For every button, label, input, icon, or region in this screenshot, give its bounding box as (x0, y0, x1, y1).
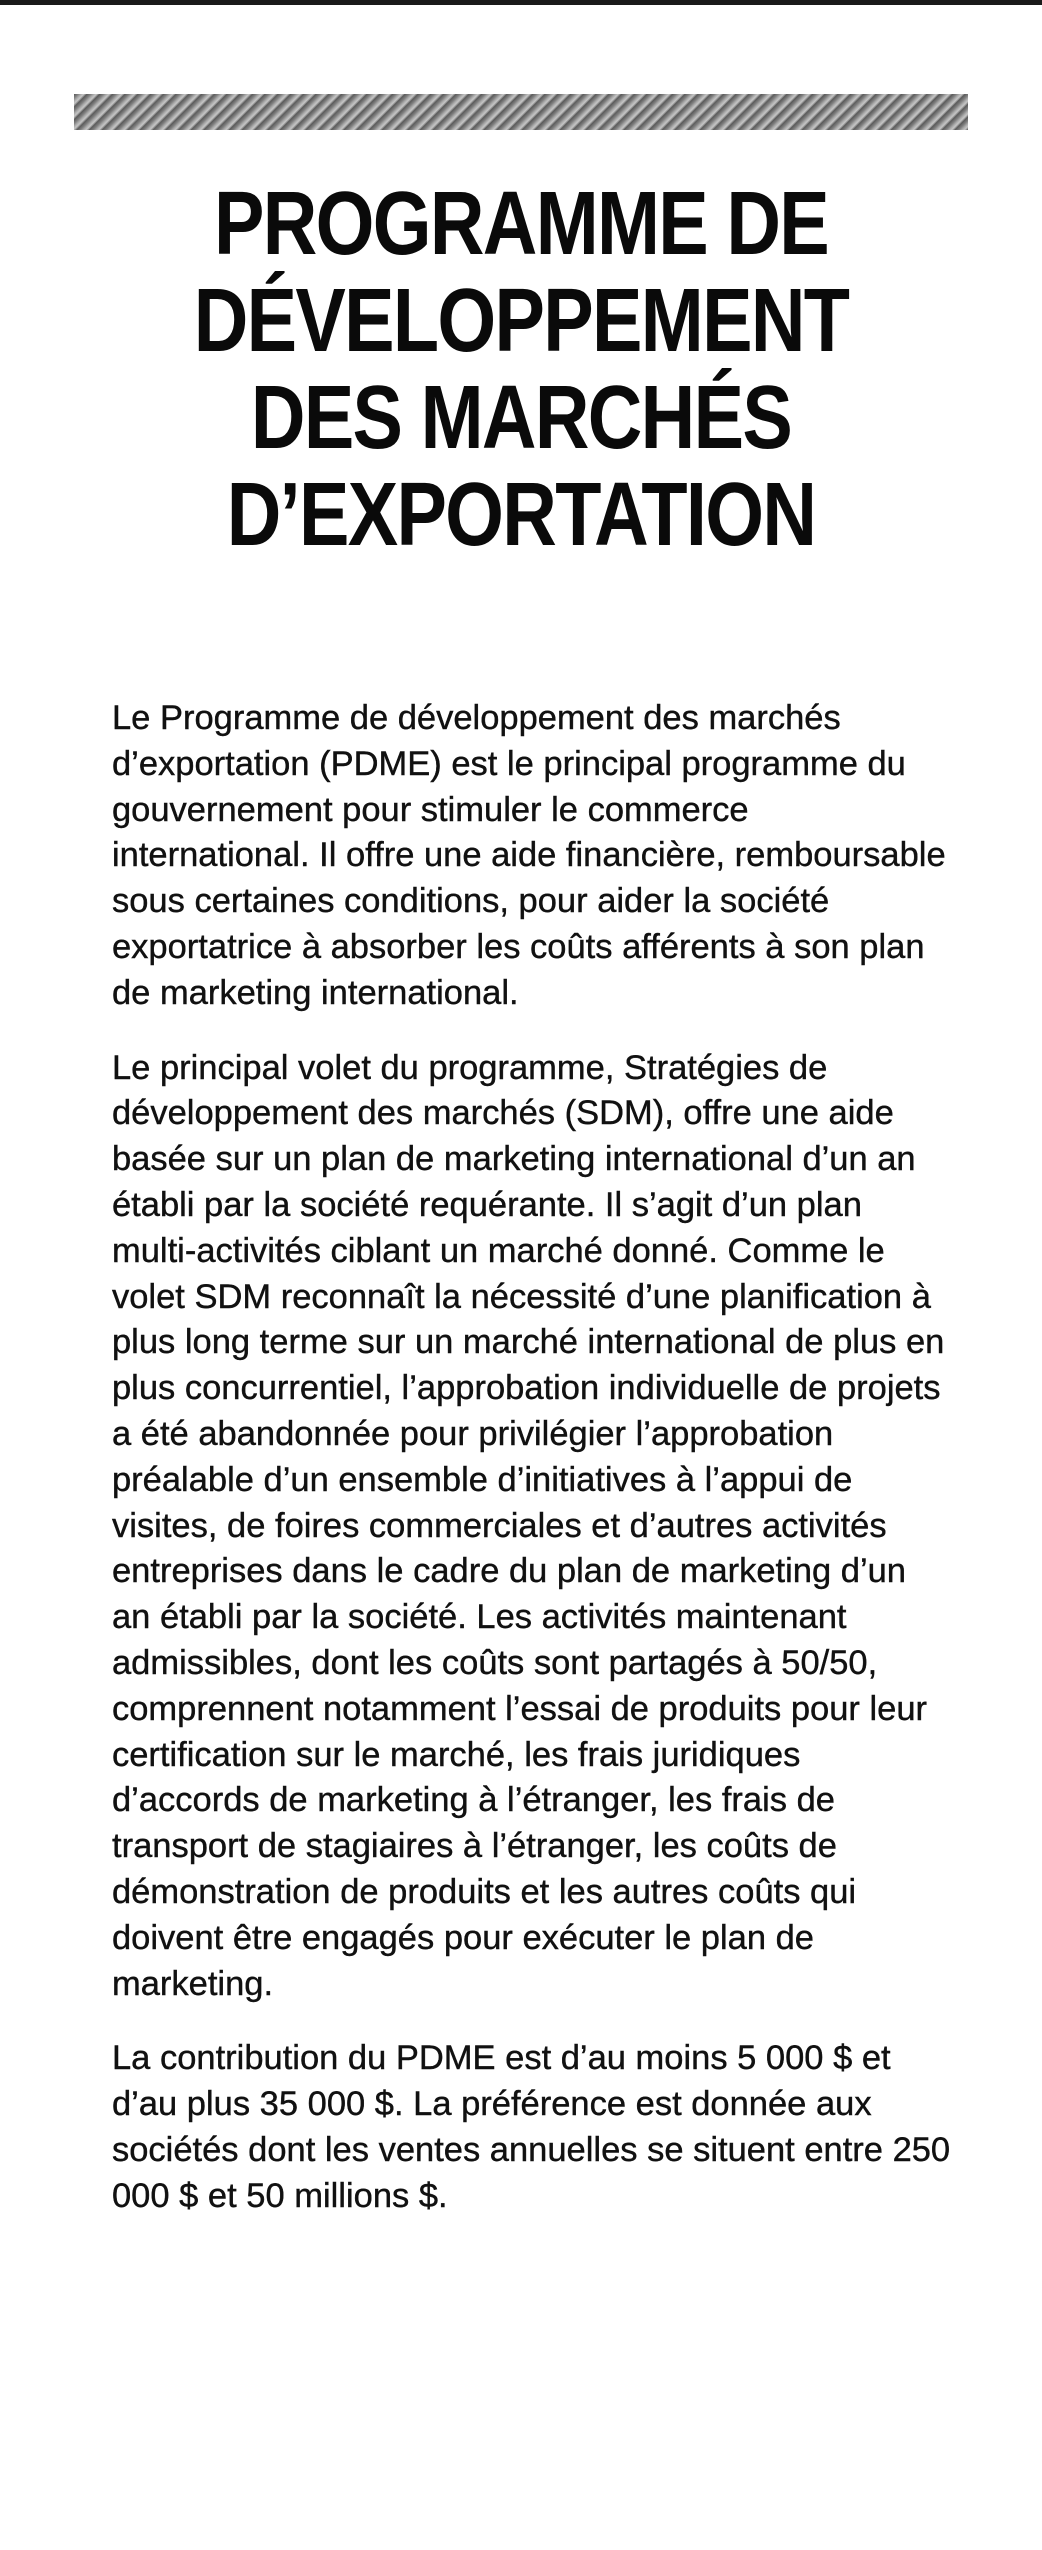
paragraph-sdm: Le principal volet du programme, Stratégies de développement des marchés (SDM), offre une aide basée sur un plan de marketing international d’un an établi par la société requérante. Il s’agit d’un plan multi-activités ciblant un marché donné. Comme le volet SDM reconnaît la nécessité d’une planification à plus long terme sur un marché international de plus en plus concurrentiel, l’approbation individuelle de projets a été abandonnée pour privilégier l’approbation préalable d’un ensemble d’initiatives à l’appui de visites, de foires commerciales et d’autres activités entreprises dans le cadre du plan de marketing d’un an établi par la société. Les activités maintenant admissibles, dont les coûts sont partagés à 50/50, comprennent notamment l’essai de produits pour leur certification sur le marché, les frais juridiques d’accords de marketing à l’étranger, les frais de transport de stagiaires à l’étranger, les coûts de démonstration de produits et les autres coûts qui doivent être engagés pour exécuter le plan de marketing. (112, 1048, 945, 2003)
title-line: PROGRAMME DE (213, 174, 829, 274)
title-line: D’EXPORTATION (226, 465, 816, 565)
body-text (112, 696, 952, 2249)
paragraph-contribution: La contribution du PDME est d’au moins 5 000 $ et d’au plus 35 000 $. La préférence est donnée aux sociétés dont les ventes annuelles se situent entre 250 000 $ et 50 millions $. (112, 2039, 951, 2215)
page-title (134, 176, 908, 564)
title-line: DÉVELOPPEMENT (193, 271, 849, 371)
paragraph-intro: Le Programme de développement des marchés d’exportation (PDME) est le principal programme du gouvernement pour stimuler le commerce international. Il offre une aide financière, remboursable sous certaines conditions, pour aider la société exportatrice à absorber les coûts afférents à son plan de marketing international. (112, 699, 946, 1012)
title-line: DES MARCHÉS (250, 368, 792, 468)
top-rule (0, 0, 1042, 5)
decorative-header-bar (74, 94, 968, 130)
